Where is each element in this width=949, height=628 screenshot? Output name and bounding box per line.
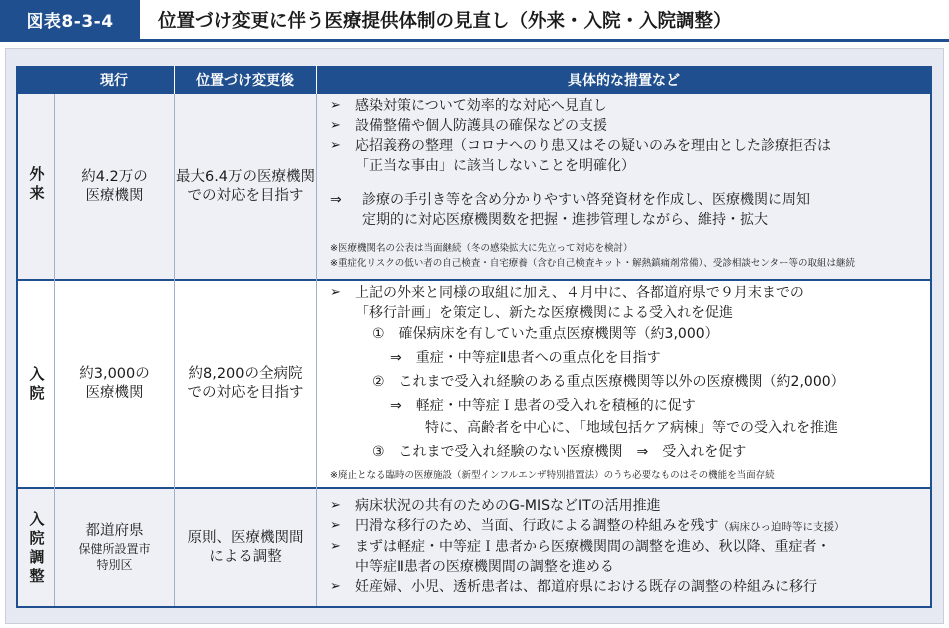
inpatient-line: 「移行計画」を策定し、新たな医療機関による受入れを促進 — [355, 305, 733, 321]
inpatient-after — [175, 281, 316, 487]
outpatient-current-line: 約4.2万の — [81, 168, 148, 185]
figure-header — [0, 0, 949, 42]
category-coordination — [26, 510, 48, 586]
outpatient-arrow-line: 定期的に対応医療機関数を把握・進捗管理しながら、維持・拡大 — [362, 212, 768, 228]
figure-title: 位置づけ変更に伴う医療提供体制の見直し（外来・入院・入院調整） — [158, 10, 732, 32]
inpatient-after-line: 約8,200の全病院 — [188, 366, 303, 382]
coordination-bullet: 円滑な移行のため、当面、行政による調整の枠組みを残す — [355, 518, 719, 534]
column-header-measures: 具体的な措置など — [568, 73, 680, 89]
arrowhead-bullet-icon: ➢ — [330, 498, 341, 513]
coordination-bullet: 妊産婦、小児、透析患者は、都道府県における既存の調整の枠組みに移行 — [355, 579, 817, 595]
column-divider — [316, 94, 317, 606]
category-char: 院 — [29, 529, 45, 547]
inpatient-line: 上記の外来と同様の取組に加え、４月中に、各都道府県で９月末までの — [355, 285, 804, 301]
inpatient-line: ⇒ 重症・中等症Ⅱ患者への重点化を目指す — [390, 350, 661, 366]
outpatient-bullet: 感染対策について効率的な対応へ見直し — [355, 98, 607, 114]
inpatient-current-line: 医療機関 — [85, 385, 144, 401]
coordination-bullet: まずは軽症・中等症Ｉ患者から医療機関間の調整を進め、秋以降、重症者・ — [355, 539, 831, 555]
inpatient-after-line: での対応を目指す — [187, 385, 304, 401]
outpatient-note: ※医療機関名の公表は当面継続（冬の感染拡大に先立って対応を検討） — [330, 243, 633, 254]
inpatient-current-line: 約3,000の — [79, 366, 150, 382]
inpatient-line: ③ これまで受入れ経験のない医療機関 ⇒ 受入れを促す — [372, 444, 747, 460]
arrowhead-bullet-icon: ➢ — [330, 518, 341, 533]
outpatient-current — [55, 94, 174, 279]
coordination-current-main: 都道府県 — [85, 523, 144, 539]
category-char: 調 — [29, 548, 45, 566]
arrowhead-bullet-icon: ➢ — [330, 539, 341, 554]
outpatient-bullet: 設備整備や個人防護具の確保などの支援 — [355, 118, 607, 134]
outpatient-bullet-continued: 「正当な事由」に該当しないことを明確化） — [355, 158, 635, 174]
coordination-bullet: 病床状況の共有のためのG-MISなどITの活用推進 — [355, 498, 661, 514]
outpatient-after-line: 最大6.4万の医療機関 — [175, 168, 316, 185]
figure-label: 図表8-3-4 — [0, 0, 140, 39]
category-outpatient — [26, 165, 48, 203]
category-char: 外 — [29, 165, 45, 183]
table-header — [16, 66, 932, 94]
arrowhead-bullet-icon: ➢ — [330, 285, 341, 300]
coordination-after-line: 原則、医療機関間 — [187, 529, 304, 546]
category-char: 来 — [29, 184, 45, 202]
inpatient-line: ① 確保病床を有していた重点医療機関等（約3,000） — [372, 326, 719, 342]
column-header-current: 現行 — [100, 73, 128, 89]
coordination-bullet-with-note — [355, 516, 844, 537]
coordination-after-line: による調整 — [209, 548, 282, 565]
outpatient-note: ※重症化リスクの低い者の自己検査・自宅療養（含む自己検査キット・解熱鎮痛剤常備）、受診相談センター等の取組は継続 — [330, 258, 855, 269]
arrowhead-bullet-icon: ➢ — [330, 98, 341, 113]
inpatient-current — [55, 281, 174, 487]
category-char: 院 — [29, 384, 45, 402]
column-header-after: 位置づけ変更後 — [196, 73, 294, 89]
double-arrow-icon: ⇒ — [330, 192, 342, 208]
inpatient-note: ※廃止となる臨時の医療施設（新型インフルエンザ特別措置法）のうち必要なものはその機能を当面存続 — [330, 470, 775, 481]
coordination-bullet-continued: 中等症Ⅱ患者の医療機関間の調整を進める — [355, 559, 614, 575]
coordination-current-sub: 保健所設置市 — [78, 542, 151, 556]
inpatient-line: ② これまで受入れ経験のある重点医療機関等以外の医療機関（約2,000） — [372, 374, 845, 390]
coordination-current — [55, 489, 174, 606]
coordination-bullet-note: （病床ひっ迫時等に支援） — [718, 521, 845, 533]
category-inpatient — [26, 365, 48, 403]
outpatient-bullet: 応招義務の整理（コロナへのり患又はその疑いのみを理由とした診療拒否は — [355, 138, 831, 154]
outpatient-arrow-line: 診療の手引き等を含め分かりやすい啓発資材を作成し、医療機関に周知 — [362, 192, 810, 208]
outpatient-after — [175, 94, 316, 279]
arrowhead-bullet-icon: ➢ — [330, 118, 341, 133]
coordination-after — [175, 489, 316, 606]
category-char: 整 — [29, 567, 45, 585]
inpatient-line: 特に、高齢者を中心に、「地域包括ケア病棟」等での受入れを推進 — [425, 420, 838, 436]
arrowhead-bullet-icon: ➢ — [330, 138, 341, 153]
outpatient-after-line: での対応を目指す — [187, 187, 304, 204]
arrowhead-bullet-icon: ➢ — [330, 579, 341, 594]
coordination-current-sub: 特別区 — [96, 558, 133, 572]
category-char: 入 — [29, 510, 45, 528]
inpatient-line: ⇒ 軽症・中等症Ｉ患者の受入れを積極的に促す — [390, 398, 696, 414]
category-char: 入 — [29, 365, 45, 383]
outpatient-current-line: 医療機関 — [85, 187, 144, 204]
